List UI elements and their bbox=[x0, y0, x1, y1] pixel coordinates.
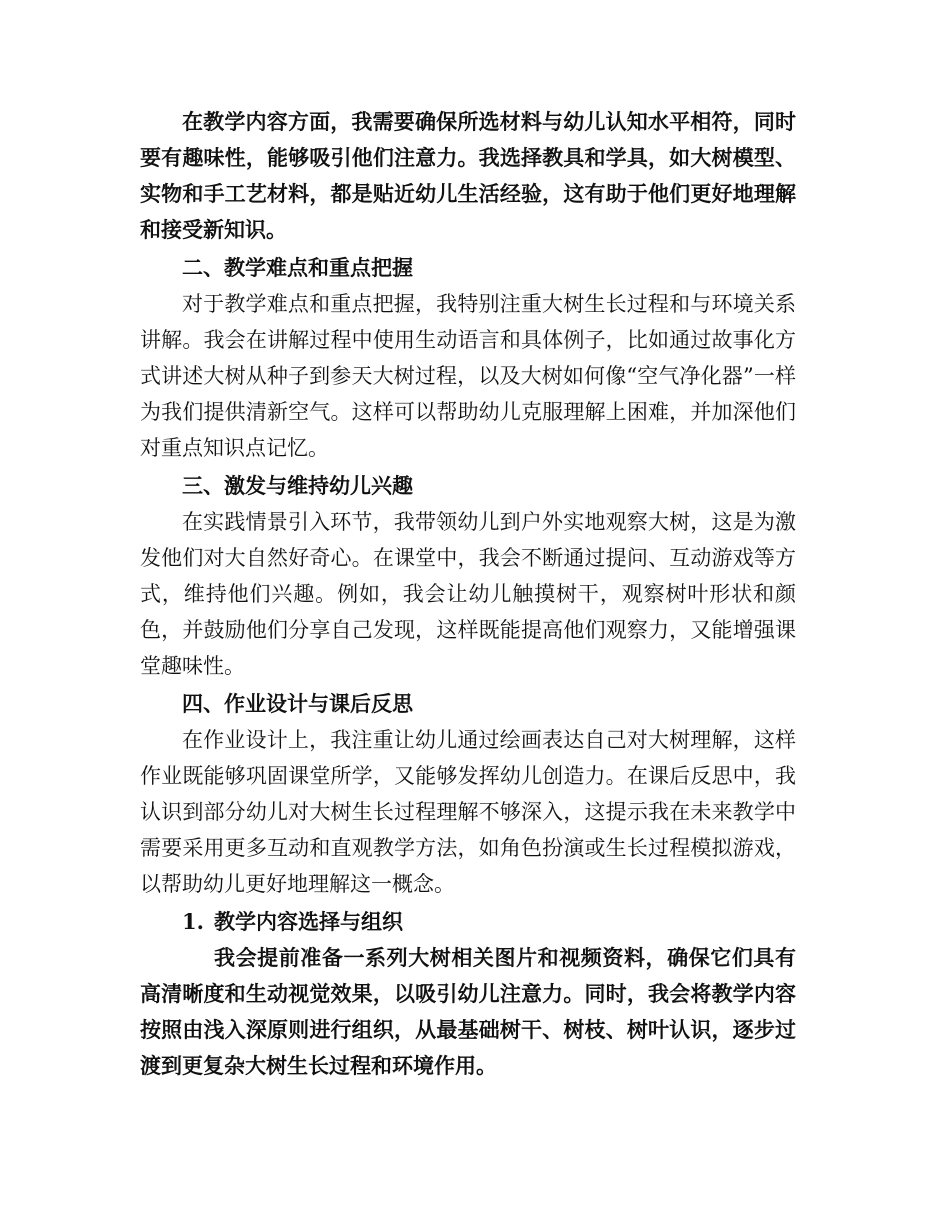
paragraph-homework-reflection: 在作业设计上，我注重让幼儿通过绘画表达自己对大树理解，这样作业既能够巩固课堂所学，又能够发挥幼儿创造力。在课后反思中，我认识到部分幼儿对大树生长过程理解不够深入，这提示我在未来教学中需要采用更多互动和直观教学方法，如角色扮演或生长过程模拟游戏，以帮助幼儿更好地理解这一概念。 bbox=[140, 728, 796, 896]
paragraph-stimulate-interest: 在实践情景引入环节，我带领幼儿到户外实地观察大树，这是为激发他们对大自然好奇心。在课堂中，我会不断通过提问、互动游戏等方式，维持他们兴趣。例如，我会让幼儿触摸树干，观察树叶形状和颜色，并鼓励他们分享自己发现，这样既能提高他们观察力，又能增强课堂趣味性。 bbox=[140, 510, 796, 678]
paragraph-content-aspect: 在教学内容方面，我需要确保所选材料与幼儿认知水平相符，同时要有趣味性，能够吸引他们注意力。我选择教具和学具，如大树模型、实物和手工艺材料，都是贴近幼儿生活经验，这有助于他们更好地理解和接受新知识。 bbox=[140, 109, 796, 242]
heading-homework-reflection: 四、作业设计与课后反思 bbox=[182, 691, 413, 716]
subheading-title: 教学内容选择与组织 bbox=[214, 909, 403, 934]
document-page bbox=[140, 104, 796, 1084]
subheading-content-selection bbox=[140, 904, 796, 940]
heading-difficulty-key-points: 二、教学难点和重点把握 bbox=[182, 255, 413, 280]
paragraph-content-selection: 我会提前准备一系列大树相关图片和视频资料，确保它们具有高清晰度和生动视觉效果，以吸引幼儿注意力。同时，我会将教学内容按照由浅入深原则进行组织，从最基础树干、树枝、树叶认识，逐步过渡到更复杂大树生长过程和环境作用。 bbox=[140, 945, 796, 1078]
paragraph-difficulty-key-points: 对于教学难点和重点把握，我特别注重大树生长过程和与环境关系讲解。我会在讲解过程中使用生动语言和具体例子，比如通过故事化方式讲述大树从种子到参天大树过程，以及大树如何像“空气净化器”一样为我们提供清新空气。这样可以帮助幼儿克服理解上困难，并加深他们对重点知识点记忆。 bbox=[140, 292, 796, 460]
heading-stimulate-interest: 三、激发与维持幼儿兴趣 bbox=[182, 473, 413, 498]
subheading-number: 1. bbox=[182, 909, 204, 934]
